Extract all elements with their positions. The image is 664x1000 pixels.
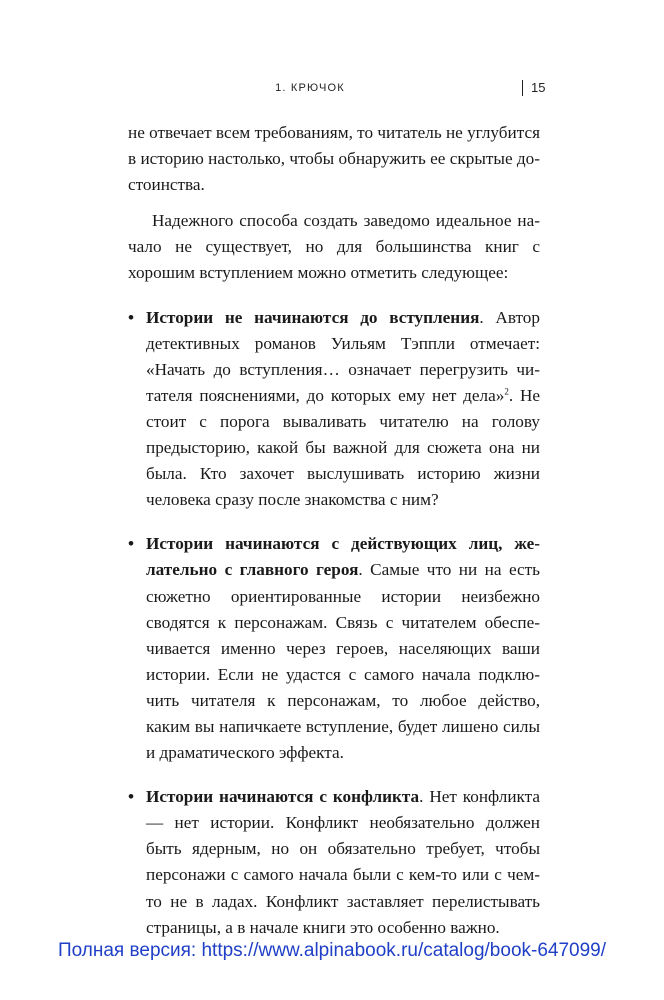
- bullet-heading: Истории не начинаются до вступления: [146, 307, 480, 327]
- bullet-heading: Истории начинаются с действующих лиц, желательно с главного героя: [146, 534, 540, 580]
- bullet-text-after: . Не стоит с порога вываливать читателю на голову предысторию, какой бы важной для сюжета она ни была. Кто захочет выслушивать историю жизни человека сразу после знакомства с ним?: [146, 385, 540, 510]
- full-version-link[interactable]: Полная версия: https://www.alpinabook.ru/catalog/book-647099/: [57, 940, 607, 961]
- bullet-icon: •: [128, 534, 135, 554]
- footnote-marker[interactable]: 2: [504, 386, 509, 397]
- bullet-text: . Автор детективных романов Уильям Тэппли отмечает: «Начать до вступления… означает перегрузить читателя пояснениями, до которых ему нет дела»: [146, 307, 540, 405]
- bullet-icon: •: [128, 787, 135, 807]
- bullet-icon: •: [128, 307, 135, 327]
- body-text: [128, 120, 540, 959]
- bullet-list: [128, 305, 540, 941]
- bullet-heading: Истории начинаются с конфликта: [146, 787, 420, 807]
- list-item: [128, 531, 541, 766]
- chapter-title: 1. КРЮЧОК: [275, 82, 345, 94]
- list-item: [128, 784, 540, 941]
- paragraph-continued: не отвечает всем требованиям, то читатель не углубится в историю настолько, чтобы обнаружить ее скрытые достоинства.: [128, 123, 540, 195]
- bullet-text: . Нет конфликта — нет истории. Конфликт необязательно должен быть ядерным, но он обязательно требует, чтобы персонажи с самого начала были с кем-то или с чем-то не в ладах. Конфликт заставляет перелистывать страницы, а в начале книги это особенно важно.: [146, 787, 540, 937]
- bullet-text: . Самые что ни на есть сюжетно ориентированные истории неизбежно сводятся к персонажам. Связь с читателем обеспечивается именно через героев, населяющих ваши истории. Если не удастся с самого начала подключить читателя к персонажам, то любое действо, каким вы напичкаете вступление, будет лишено силы и драматического эффекта.: [146, 560, 541, 763]
- running-head: [0, 80, 664, 100]
- page-number: 15: [522, 80, 545, 96]
- list-item: [128, 305, 540, 514]
- paragraph-intro: Надежного способа создать заведомо идеальное начало не существует, но для большинства книг с хорошим вступлением можно отметить следующее:: [128, 211, 540, 283]
